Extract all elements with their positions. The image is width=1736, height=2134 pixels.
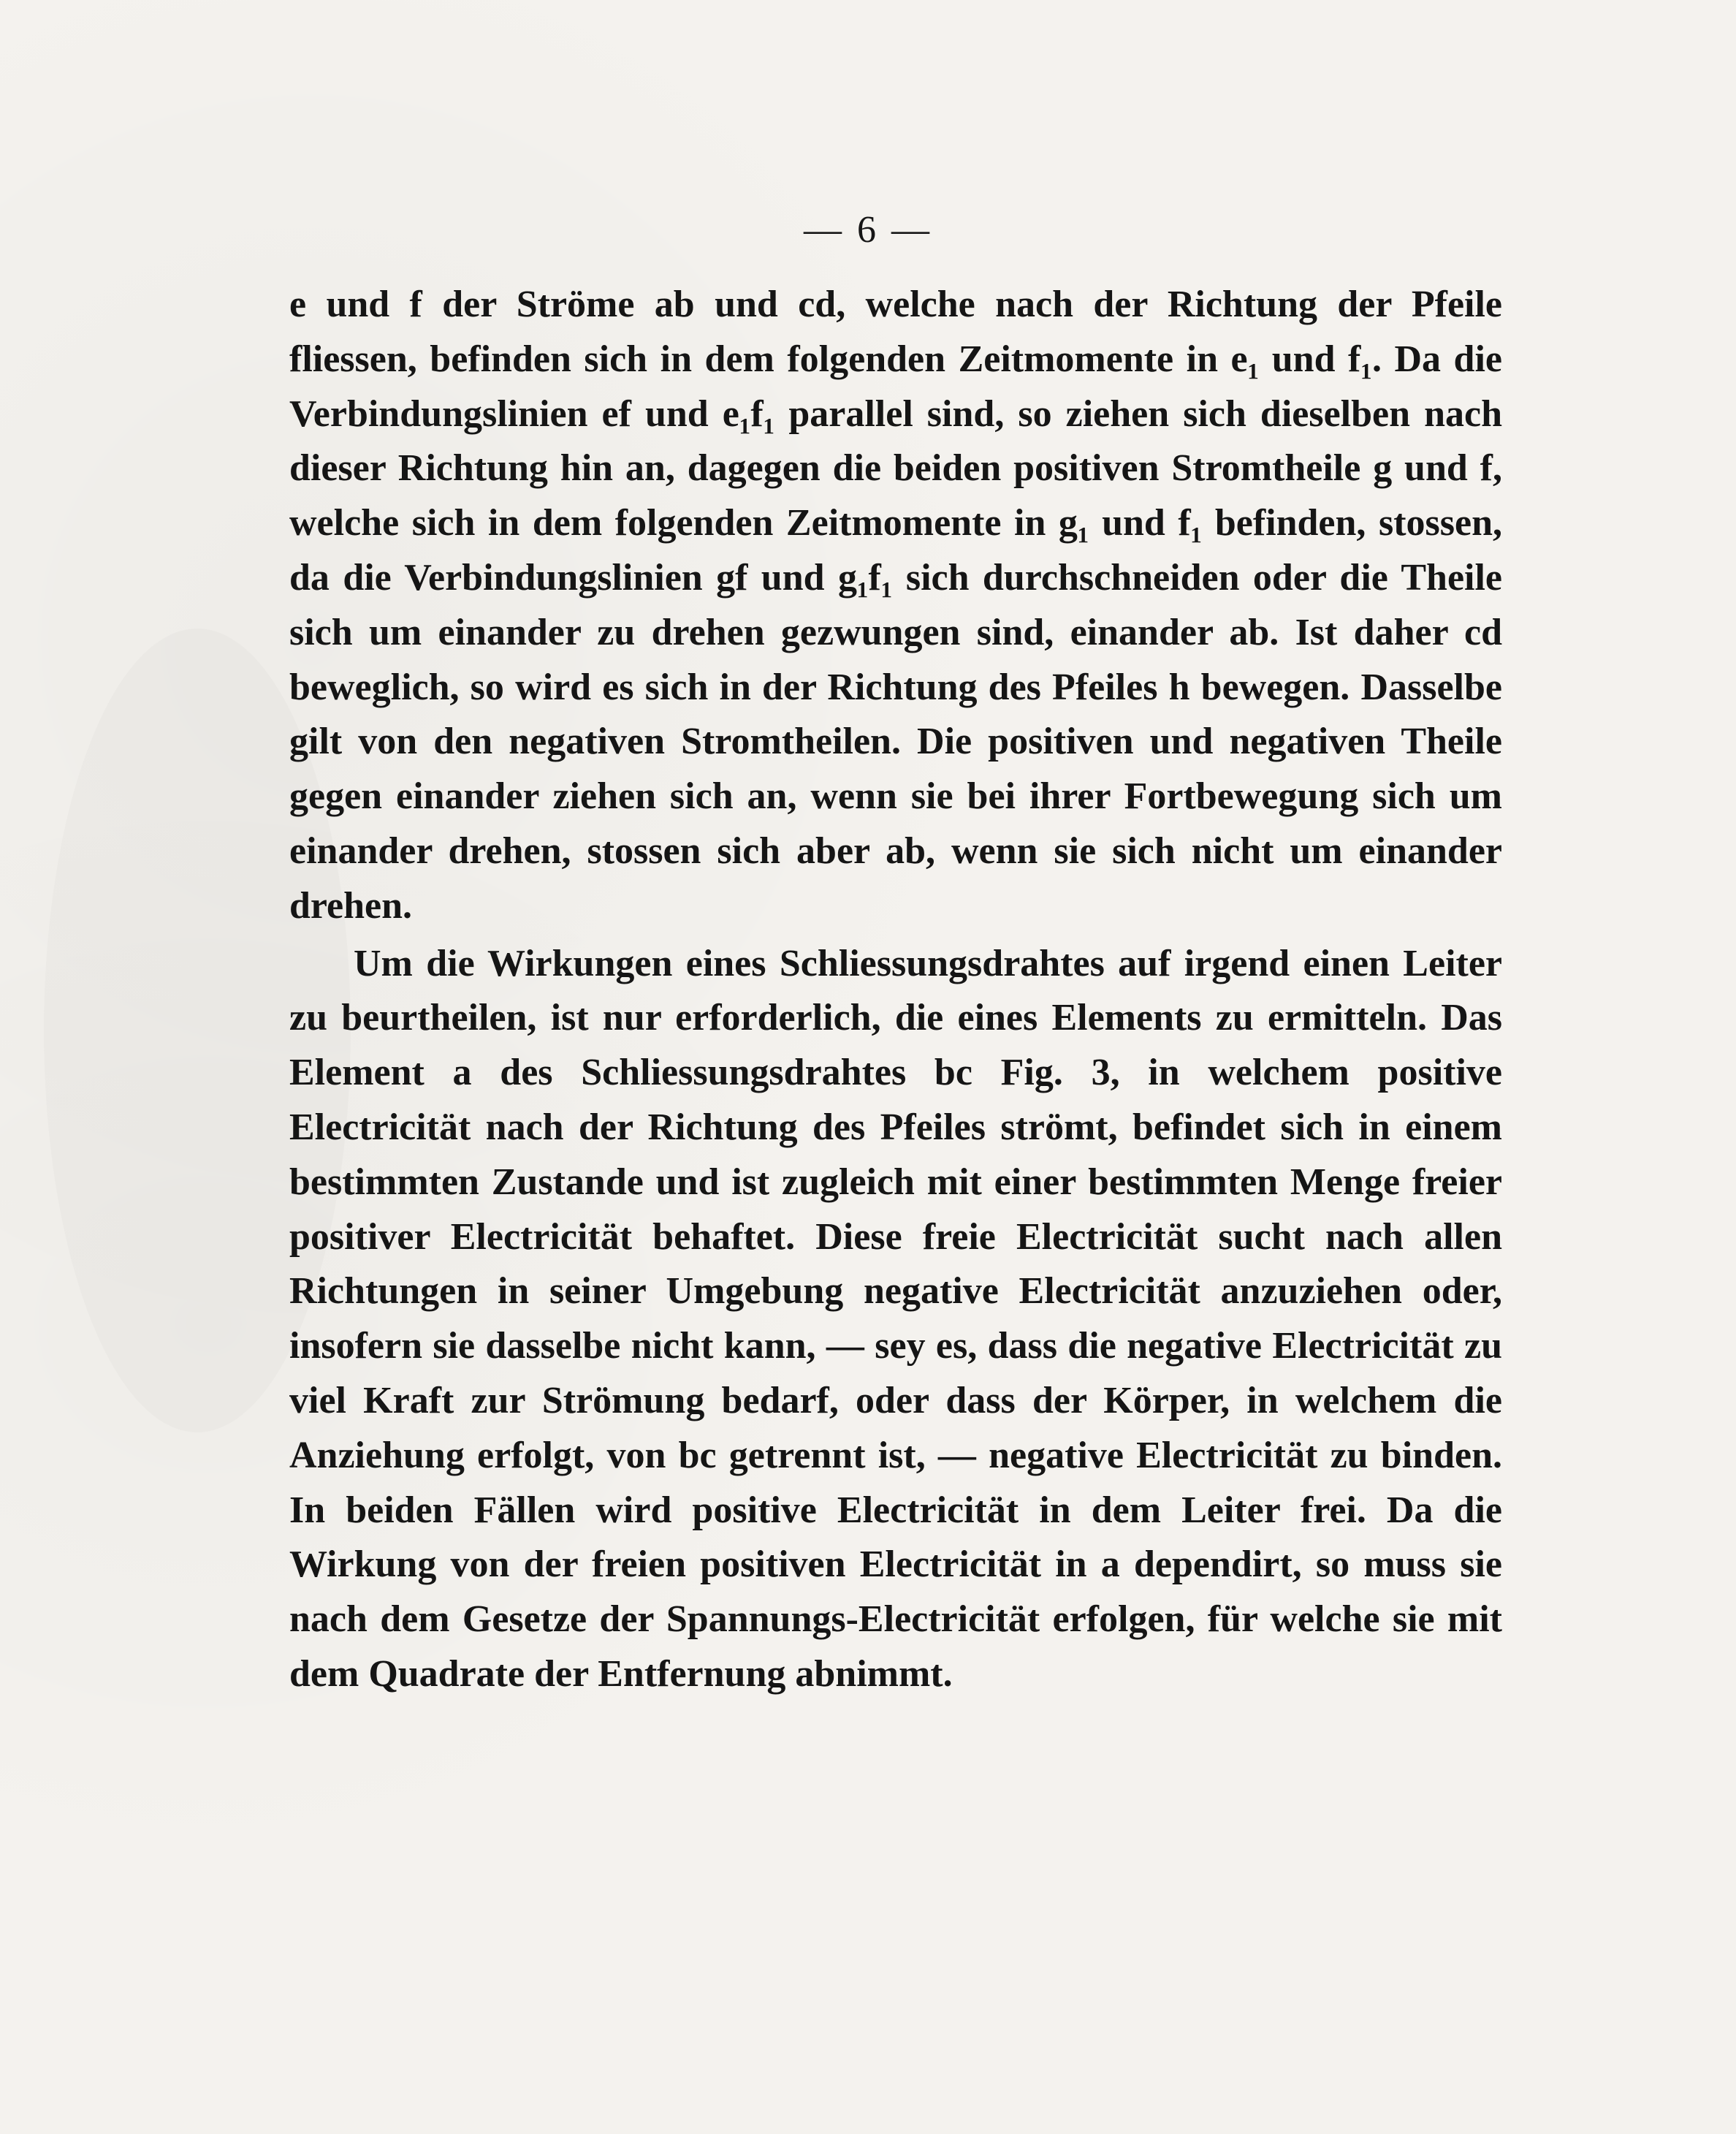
paragraph-2: Um die Wirkungen eines Schliessungsdrahtes auf irgend einen Leiter zu beurtheilen, ist nur erforderlich, die eines Elements zu ermitteln. Das Element a des Schliessungsdrahtes bc Fig. 3, in welchem positive Electricität nach der Richtung des Pfeiles strömt, befindet sich in einem bestimmten Zustande und ist zugleich mit einer bestimmten Menge freier positiver Electricität behaftet. Diese freie Electricität sucht nach allen Richtungen in seiner Umgebung negative Electricität anzuziehen oder, insofern sie dasselbe nicht kann, — sey es, dass die negative Electricität zu viel Kraft zur Strömung bedarf, oder dass der Körper, in welchem die Anziehung erfolgt, von bc getrennt ist, — negative Electricität zu binden. In beiden Fällen wird positive Electricität in dem Leiter frei. Da die Wirkung von der freien positiven Electricität in a dependirt, so muss sie nach dem Gesetze der Spannungs-Electricität erfolgen, für welche sie mit dem Quadrate der Entfernung abnimmt. xyxy=(289,942,1502,1695)
paragraph-1: e und f der Ströme ab und cd, welche nach der Richtung der Pfeile fliessen, befinden sich in dem folgenden Zeitmomente in e₁ und f₁. Da die Verbindungslinien ef und e₁f₁ parallel sind, so ziehen sich dieselben nach dieser Richtung hin an, dagegen die beiden positiven Stromtheile g und f, welche sich in dem folgenden Zeitmomente in g₁ und f₁ befinden, stossen, da die Verbindungslinien gf und g₁f₁ sich durchschneiden oder die Theile sich um einander zu drehen gezwungen sind, einander ab. Ist daher cd beweglich, so wird es sich in der Richtung des Pfeiles h bewegen. Dasselbe gilt von den negativen Stromtheilen. Die positiven und negativen Theile gegen einander ziehen sich an, wenn sie bei ihrer Fortbewegung sich um einander drehen, stossen sich aber ab, wenn sie sich nicht um einander drehen. xyxy=(289,284,1502,927)
page-number: — 6 — xyxy=(804,209,932,251)
body-text xyxy=(289,278,1502,1702)
